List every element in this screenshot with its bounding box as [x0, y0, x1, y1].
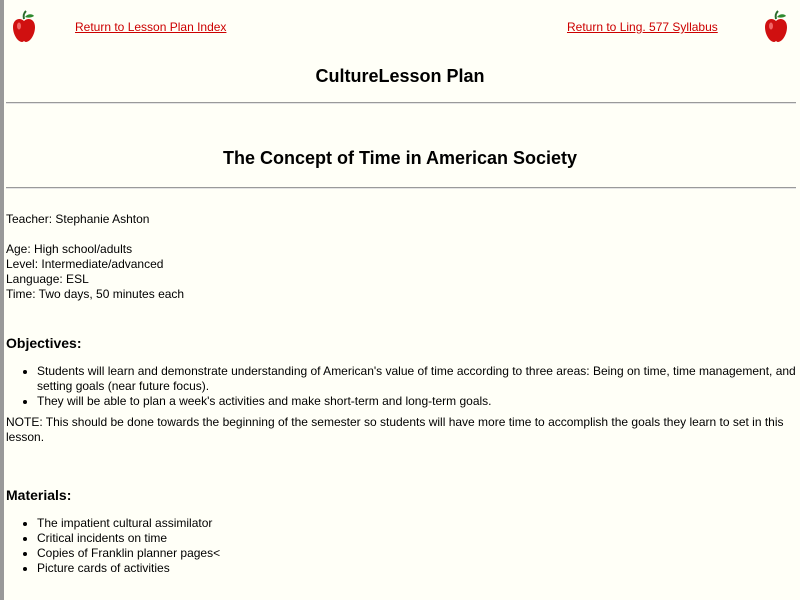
- list-item: • Critical incidents on time: [37, 531, 796, 546]
- list-item: • Copies of Franklin planner pages<: [37, 546, 796, 561]
- list-item: • Students will learn and demonstrate understanding of American's value of time according to three areas: Being on time, time management, and setting goals (near future focus).: [37, 364, 796, 394]
- return-to-syllabus-link[interactable]: Return to Ling. 577 Syllabus: [567, 20, 718, 34]
- window-edge: [0, 0, 4, 600]
- divider: [6, 102, 796, 104]
- list-item: • They will be able to plan a week's activities and make short-term and long-term goals.: [37, 394, 796, 409]
- time-info: Time: Two days, 50 minutes each: [6, 287, 185, 301]
- materials-heading: Materials:: [6, 487, 72, 503]
- apple-icon: [10, 10, 38, 44]
- note-text: NOTE: This should be done towards the beginning of the semester so students will have more time to accomplish the goals they learn to set in this lesson.: [6, 415, 784, 444]
- language-info: Language: ESL: [6, 272, 89, 286]
- lesson-content: [6, 212, 796, 576]
- objectives-heading: Objectives:: [6, 335, 82, 351]
- divider: [6, 187, 796, 189]
- lesson-title: The Concept of Time in American Society: [222, 148, 578, 168]
- list-item: • Picture cards of activities: [37, 561, 796, 576]
- age-info: Age: High school/adults: [6, 242, 133, 256]
- page-title: CultureLesson Plan: [315, 66, 485, 86]
- level-info: Level: Intermediate/advanced: [6, 257, 164, 271]
- return-to-lesson-plan-index-link[interactable]: Return to Lesson Plan Index: [75, 20, 227, 34]
- list-item: • The impatient cultural assimilator: [37, 516, 796, 531]
- materials-list: [6, 516, 796, 576]
- objectives-list: [6, 364, 796, 409]
- teacher-info: Teacher: Stephanie Ashton: [6, 212, 150, 226]
- apple-icon: [762, 10, 790, 44]
